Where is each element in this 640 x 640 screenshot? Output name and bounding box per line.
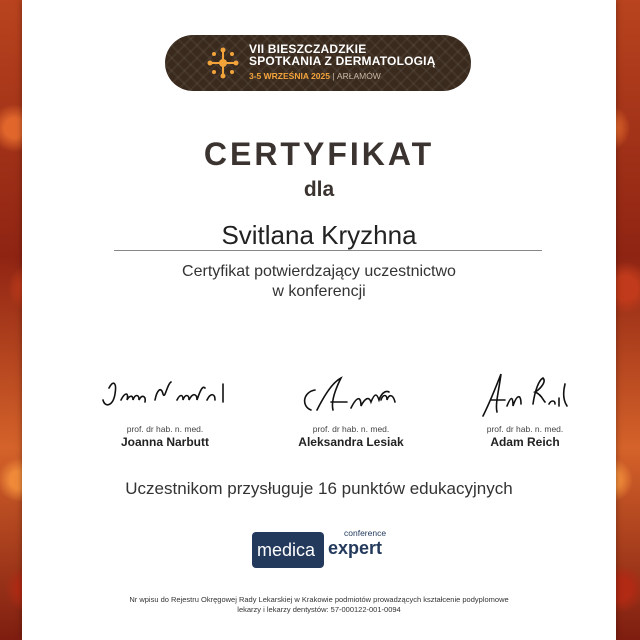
name-underline [114,250,542,251]
signer-title: prof. dr hab. n. med. [126,424,204,434]
description-line2: w konferencji [272,283,366,300]
footer-line1: Nr wpisu do Rejestru Okręgowej Rady Lekarskiej w Krakowie podmiotów prowadzących kształcenie podyplomowe [129,595,509,604]
conference-banner [165,35,471,91]
registry-footer [92,595,546,615]
signer-name: Aleksandra Lesiak [298,435,404,449]
handwritten-signature [455,370,595,420]
signer-name: Adam Reich [490,435,560,449]
banner-separator: | [332,71,335,81]
snowflake-emblem-icon [205,45,241,81]
signer-name: Joanna Narbutt [120,435,209,449]
signer-block [450,370,600,449]
banner-line1: VII BIESZCZADZKIE [249,42,367,56]
logo-word-medica: medica [257,540,316,560]
description-line1: Certyfikat potwierdzający uczestnictwo [182,263,456,280]
recipient-name: Svitlana Kryzhna [221,220,417,250]
footer-line2: lekarzy i lekarzy dentystów: 57-000122-001-0094 [237,605,401,614]
signer-title: prof. dr hab. n. med. [486,424,564,434]
education-points-text: Uczestnikom przysługuje 16 punktów edukacyjnych [125,479,513,498]
banner-dates: 3-5 WRZEŚNIA 2025 [249,71,330,81]
banner-text [249,43,436,82]
logo-box [252,532,324,568]
handwritten-signature [95,370,235,420]
certificate-description [22,262,616,302]
logo-word-conference: conference [344,528,387,538]
signer-block [276,370,426,449]
logo-word-expert: expert [328,538,383,558]
signer-block [90,370,240,449]
banner-dates-venue [249,70,436,82]
certificate-paper [22,0,616,640]
banner-venue: ARŁAMÓW [336,71,381,81]
for-label: dla [303,178,335,201]
handwritten-signature [281,370,421,420]
signer-title: prof. dr hab. n. med. [312,424,390,434]
certificate-title: CERTYFIKAT [203,136,435,172]
banner-line2: SPOTKANIA Z DERMATOLOGIĄ [249,54,436,68]
medica-expert-logo [252,528,402,572]
